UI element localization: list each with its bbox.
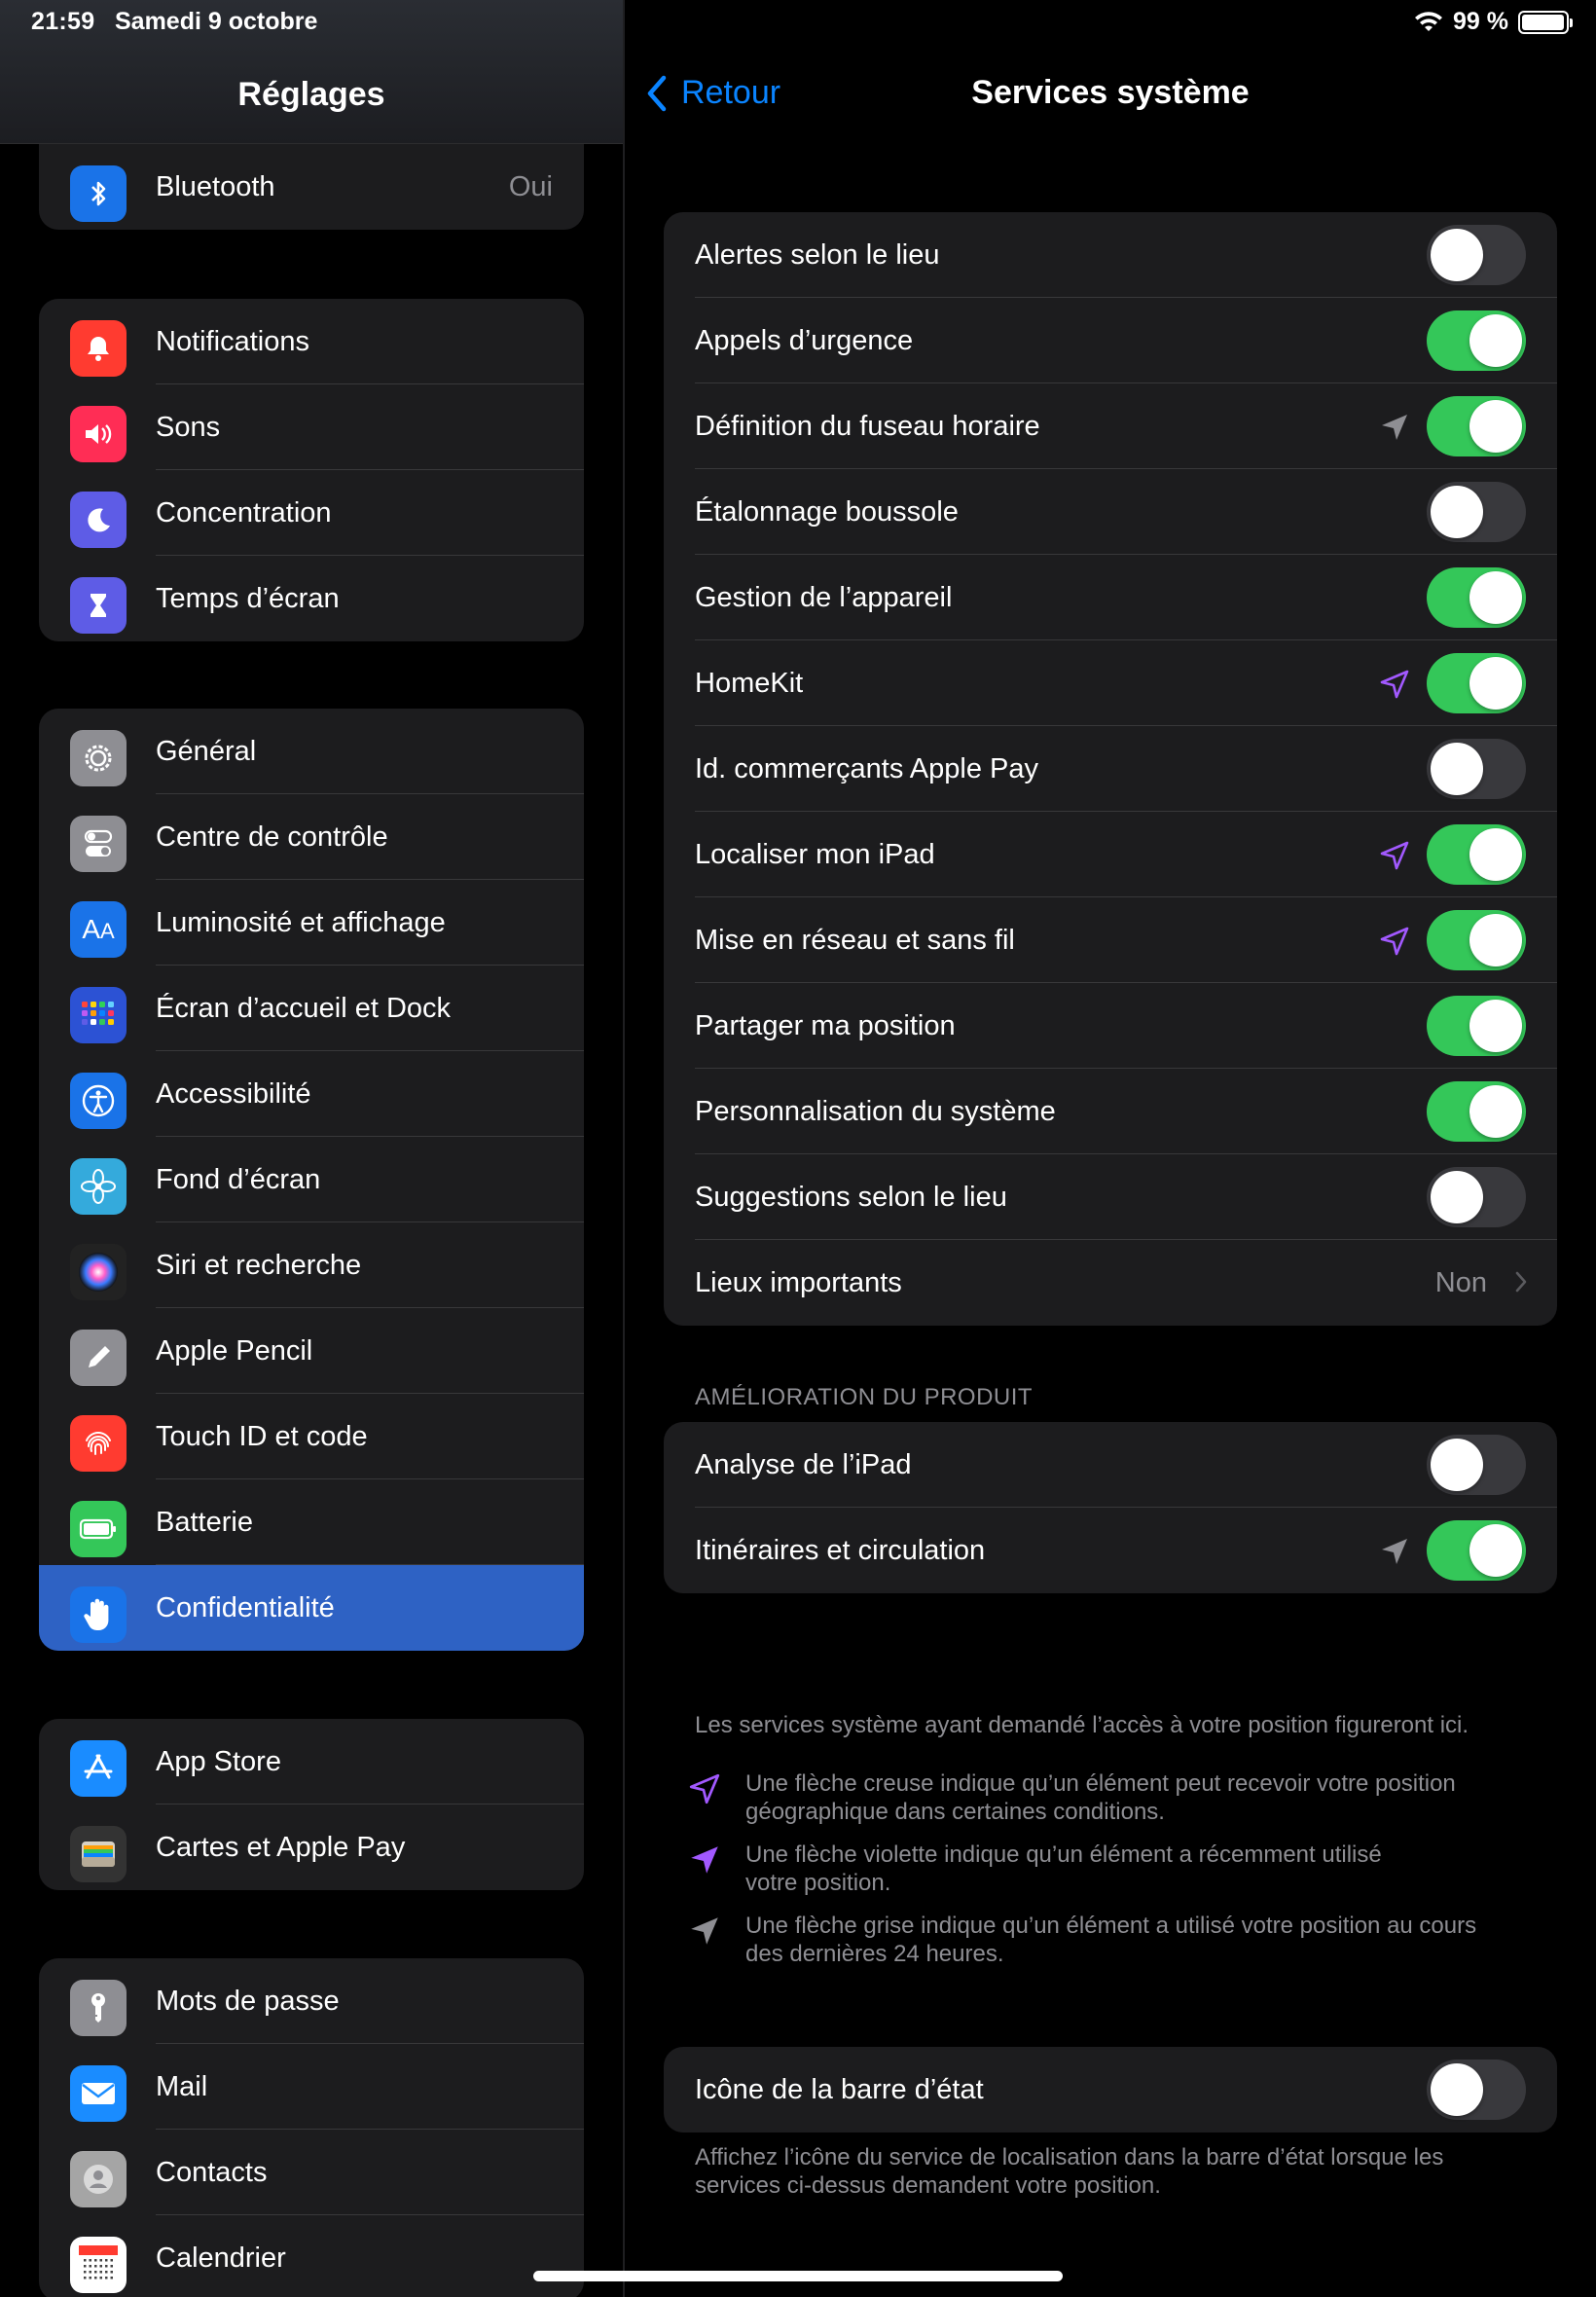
section-header-product: AMÉLIORATION DU PRODUIT xyxy=(695,1384,1034,1410)
toggle-partager-ma-position[interactable] xyxy=(1427,996,1526,1056)
row-value: Non xyxy=(1434,1267,1487,1298)
row-definition-du-fuseau-horaire xyxy=(664,383,1557,469)
row-label: Appels d’urgence xyxy=(695,325,914,356)
toggle-homekit[interactable] xyxy=(1427,653,1526,713)
sidebar-item-label: Centre de contrôle xyxy=(156,820,388,853)
split-divider xyxy=(623,0,625,2297)
row-partager-ma-position xyxy=(664,983,1557,1069)
status-date: Samedi 9 octobre xyxy=(115,8,318,35)
toggle-knob xyxy=(1469,1000,1522,1052)
row-label: Id. commerçants Apple Pay xyxy=(695,753,1038,784)
location-arrow-hollow-icon xyxy=(687,1771,722,1806)
toggle-knob xyxy=(1431,1439,1483,1491)
row-label: Analyse de l’iPad xyxy=(695,1449,912,1480)
sidebar-item-fond-d-ecran[interactable] xyxy=(39,1137,584,1222)
row-label: Icône de la barre d’état xyxy=(695,2074,984,2105)
toggle-knob xyxy=(1431,486,1483,538)
toggle-knob xyxy=(1469,400,1522,453)
sidebar-item-label: Cartes et Apple Pay xyxy=(156,1831,406,1863)
sidebar-item-label: Luminosité et affichage xyxy=(156,906,446,938)
sidebar-group xyxy=(39,299,584,641)
sidebar-item-temps-d-ecran[interactable] xyxy=(39,556,584,641)
toggle-etalonnage-boussole[interactable] xyxy=(1427,482,1526,542)
sidebar xyxy=(0,0,623,2297)
sidebar-item-siri-et-recherche[interactable] xyxy=(39,1222,584,1308)
row-label: Mise en réseau et sans fil xyxy=(695,925,1015,956)
legend-text xyxy=(745,1912,1476,1968)
row-label: Personnalisation du système xyxy=(695,1096,1056,1127)
row-homekit xyxy=(664,640,1557,726)
calendar-icon xyxy=(70,2237,127,2293)
row-analyse-de-l-ipad xyxy=(664,1422,1557,1508)
sidebar-item-label: Touch ID et code xyxy=(156,1420,368,1452)
row-label: Alertes selon le lieu xyxy=(695,239,940,271)
toggle-analyse-de-l-ipad[interactable] xyxy=(1427,1435,1526,1495)
row-label: Étalonnage boussole xyxy=(695,496,959,528)
toggle-knob xyxy=(1469,1085,1522,1138)
row-label: Itinéraires et circulation xyxy=(695,1535,986,1566)
bell-icon xyxy=(70,320,127,377)
back-label: Retour xyxy=(681,74,781,111)
toggle-definition-du-fuseau-horaire[interactable] xyxy=(1427,396,1526,456)
sidebar-item-label: App Store xyxy=(156,1745,281,1777)
key-icon xyxy=(70,1980,127,2036)
sidebar-item-mail[interactable] xyxy=(39,2044,584,2130)
toggle-knob xyxy=(1469,1524,1522,1577)
contacts-icon xyxy=(70,2151,127,2207)
accessibility-icon xyxy=(70,1073,127,1129)
sidebar-item-bluetooth[interactable] xyxy=(39,144,584,230)
grid-icon xyxy=(70,987,127,1043)
toggle-knob xyxy=(1469,314,1522,367)
battery-icon xyxy=(70,1501,127,1557)
pencil-icon xyxy=(70,1330,127,1386)
wifi-icon xyxy=(1414,11,1443,34)
row-etalonnage-boussole xyxy=(664,469,1557,555)
sidebar-item-apple-pencil[interactable] xyxy=(39,1308,584,1394)
status-right xyxy=(1414,8,1569,36)
sidebar-item-notifications[interactable] xyxy=(39,299,584,384)
sidebar-item-label: Temps d’écran xyxy=(156,582,340,614)
row-label: Gestion de l’appareil xyxy=(695,582,953,613)
wallet-icon xyxy=(70,1826,127,1882)
mail-icon xyxy=(70,2065,127,2122)
toggle-suggestions-selon-le-lieu[interactable] xyxy=(1427,1167,1526,1227)
page-title: Services système xyxy=(971,74,1250,111)
toggle-knob xyxy=(1431,229,1483,281)
legend-text xyxy=(745,1769,1456,1826)
legend-line: votre position. xyxy=(745,1870,891,1896)
sidebar-item-label: Sons xyxy=(156,411,221,443)
location-arrow-hollow-icon xyxy=(1378,839,1411,872)
status-icon-note-line2: services ci-dessus demandent votre position. xyxy=(695,2172,1161,2199)
sidebar-item-general[interactable] xyxy=(39,709,584,794)
row-label: Définition du fuseau horaire xyxy=(695,411,1040,442)
sidebar-item-concentration[interactable] xyxy=(39,470,584,556)
toggle-knob xyxy=(1469,571,1522,624)
toggle-personnalisation-du-systeme[interactable] xyxy=(1427,1081,1526,1142)
sidebar-group xyxy=(39,709,584,1651)
battery-status-icon xyxy=(1518,11,1569,34)
status-icon-note xyxy=(695,2143,1443,2200)
flower-icon xyxy=(70,1158,127,1215)
status-icon-group xyxy=(664,2047,1557,2133)
sidebar-group xyxy=(39,1958,584,2297)
toggle-alertes-selon-le-lieu[interactable] xyxy=(1427,225,1526,285)
row-icone-de-la-barre-d-etat xyxy=(664,2047,1557,2133)
sidebar-item-label: Concentration xyxy=(156,496,332,529)
row-label: Suggestions selon le lieu xyxy=(695,1182,1007,1213)
switches-icon xyxy=(70,816,127,872)
toggle-knob xyxy=(1431,2063,1483,2116)
sidebar-item-label: Siri et recherche xyxy=(156,1249,362,1281)
toggle-localiser-mon-ipad[interactable] xyxy=(1427,824,1526,885)
row-important-places[interactable] xyxy=(664,1240,1557,1326)
sidebar-item-label: Accessibilité xyxy=(156,1077,311,1110)
text-size-icon: AA xyxy=(70,901,127,958)
sidebar-item-label: Confidentialité xyxy=(156,1591,335,1623)
row-itineraires-et-circulation xyxy=(664,1508,1557,1593)
battery-percent: 99 % xyxy=(1453,8,1508,35)
row-alertes-selon-le-lieu xyxy=(664,212,1557,298)
gear-icon xyxy=(70,730,127,786)
legend-line: Une flèche violette indique qu’un élément a récemment utilisé xyxy=(745,1841,1382,1868)
sidebar-item-confidentialite[interactable] xyxy=(39,1565,584,1651)
sidebar-item-value: Oui xyxy=(508,170,553,202)
sidebar-item-luminosite-et-affichage[interactable] xyxy=(39,880,584,966)
location-arrow-purple-icon xyxy=(687,1842,722,1878)
legend-line: Une flèche grise indique qu’un élément a utilisé votre position au cours xyxy=(745,1913,1477,1939)
sidebar-item-label: Notifications xyxy=(156,325,309,357)
sidebar-item-label: Mots de passe xyxy=(156,1985,340,2017)
sidebar-item-label: Fond d’écran xyxy=(156,1163,321,1195)
siri-icon xyxy=(70,1244,127,1300)
sidebar-item-mots-de-passe[interactable] xyxy=(39,1958,584,2044)
toggle-knob xyxy=(1431,1171,1483,1223)
toggle-icone-de-la-barre-d-etat[interactable] xyxy=(1427,2060,1526,2120)
sidebar-item-centre-de-controle[interactable] xyxy=(39,794,584,880)
toggle-knob xyxy=(1469,914,1522,966)
app-store-icon xyxy=(70,1740,127,1797)
row-label: HomeKit xyxy=(695,668,804,699)
row-gestion-de-l-appareil xyxy=(664,555,1557,640)
sidebar-item-contacts[interactable] xyxy=(39,2130,584,2215)
row-label: Localiser mon iPad xyxy=(695,839,935,870)
toggle-mise-en-reseau-et-sans-fil[interactable] xyxy=(1427,910,1526,970)
toggle-itineraires-et-circulation[interactable] xyxy=(1427,1520,1526,1581)
bluetooth-icon xyxy=(70,165,127,222)
toggle-id-commercants-apple-pay[interactable] xyxy=(1427,739,1526,799)
status-icon-note-line1: Affichez l’icône du service de localisation dans la barre d’état lorsque les xyxy=(695,2144,1444,2170)
sidebar-item-label: Bluetooth xyxy=(156,170,275,202)
sidebar-item-ecran-d-accueil-et-dock[interactable] xyxy=(39,966,584,1051)
sidebar-title: Réglages xyxy=(237,76,385,113)
legend-line: Une flèche creuse indique qu’un élément peut recevoir votre position xyxy=(745,1770,1456,1797)
home-indicator[interactable] xyxy=(533,2271,1063,2281)
chevron-right-icon xyxy=(1514,1269,1528,1300)
toggle-knob xyxy=(1469,828,1522,881)
row-label: Lieux importants xyxy=(695,1267,902,1298)
toggle-appels-d-urgence[interactable] xyxy=(1427,310,1526,371)
sidebar-item-label: Apple Pencil xyxy=(156,1334,313,1367)
fingerprint-icon xyxy=(70,1415,127,1472)
moon-icon xyxy=(70,492,127,548)
toggle-knob xyxy=(1431,743,1483,795)
sidebar-item-label: Écran d’accueil et Dock xyxy=(156,992,452,1024)
legend-line: des dernières 24 heures. xyxy=(745,1941,1004,1967)
row-suggestions-selon-le-lieu xyxy=(664,1154,1557,1240)
sidebar-item-batterie[interactable] xyxy=(39,1479,584,1565)
toggle-knob xyxy=(1469,657,1522,710)
sidebar-item-touch-id-et-code[interactable] xyxy=(39,1394,584,1479)
row-personnalisation-du-systeme xyxy=(664,1069,1557,1154)
location-arrow-gray-icon xyxy=(1378,411,1411,444)
hourglass-icon xyxy=(70,577,127,634)
location-arrow-gray-icon xyxy=(1378,1535,1411,1568)
toggle-gestion-de-l-appareil[interactable] xyxy=(1427,567,1526,628)
sidebar-item-label: Calendrier xyxy=(156,2242,286,2274)
row-id-commercants-apple-pay xyxy=(664,726,1557,812)
row-localiser-mon-ipad xyxy=(664,812,1557,897)
location-arrow-gray-icon xyxy=(687,1914,722,1949)
legend-text xyxy=(745,1841,1382,1897)
status-time: 21:59 xyxy=(31,8,95,35)
sidebar-item-label: Batterie xyxy=(156,1506,253,1538)
hand-icon xyxy=(70,1586,127,1643)
sidebar-item-sons[interactable] xyxy=(39,384,584,470)
speaker-icon xyxy=(70,406,127,462)
location-arrow-hollow-icon xyxy=(1378,925,1411,958)
system-services-list xyxy=(664,212,1557,1326)
legend-line: géographique dans certaines conditions. xyxy=(745,1799,1165,1825)
row-appels-d-urgence xyxy=(664,298,1557,383)
sidebar-item-cartes-et-apple-pay[interactable] xyxy=(39,1805,584,1890)
sidebar-item-label: Contacts xyxy=(156,2156,268,2188)
row-label: Partager ma position xyxy=(695,1010,956,1041)
sidebar-item-accessibilite[interactable] xyxy=(39,1051,584,1137)
product-improvement-list xyxy=(664,1422,1557,1593)
sidebar-item-label: Mail xyxy=(156,2070,208,2102)
row-mise-en-reseau-et-sans-fil xyxy=(664,897,1557,983)
footer-intro: Les services système ayant demandé l’accès à votre position figureront ici. xyxy=(695,1712,1469,1738)
sidebar-item-app-store[interactable] xyxy=(39,1719,584,1805)
sidebar-item-label: Général xyxy=(156,735,257,767)
sidebar-item-calendrier[interactable] xyxy=(39,2215,584,2297)
location-arrow-hollow-icon xyxy=(1378,668,1411,701)
sidebar-group xyxy=(39,1719,584,1890)
